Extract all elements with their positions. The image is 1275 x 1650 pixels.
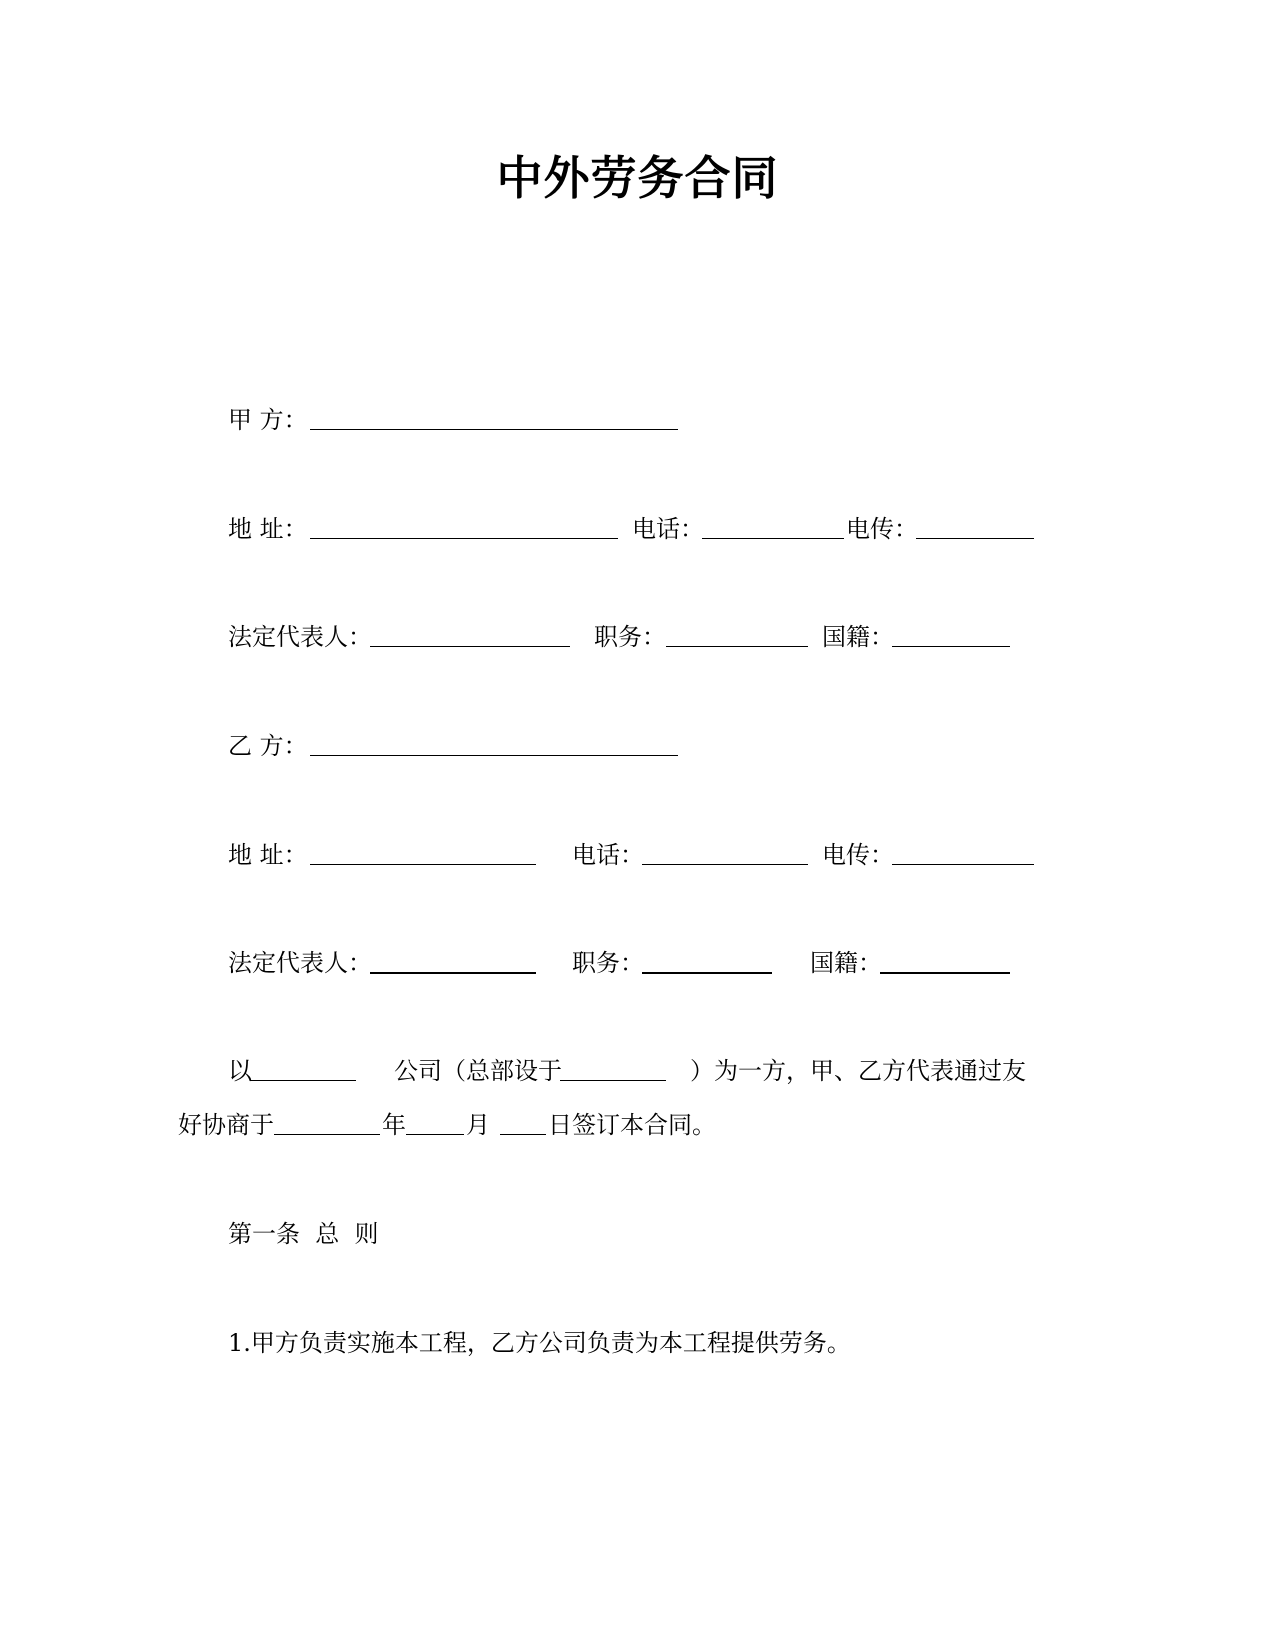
party-b-fax-blank[interactable] [892, 864, 1034, 865]
party-a-position-blank[interactable] [666, 646, 808, 647]
party-b-position-blank[interactable] [642, 972, 772, 974]
party-b-rep-label: 法定代表人： [228, 949, 372, 977]
intro-hq-blank[interactable] [560, 1080, 666, 1081]
party-a-address-blank[interactable] [310, 538, 618, 539]
party-b-rep-blank[interactable] [370, 972, 536, 974]
party-a-nationality-label: 国籍： [822, 623, 894, 651]
party-b-name-label: 乙 方： [228, 732, 308, 760]
party-b-phone-label: 电话： [572, 841, 644, 869]
party-a-name-label: 甲 方： [228, 406, 308, 434]
party-b-rep-row [228, 948, 1018, 978]
intro-month-blank[interactable] [406, 1134, 464, 1135]
intro-line2-prefix: 好协商于 [178, 1111, 274, 1139]
document-title: 中外劳务合同 [496, 151, 779, 205]
party-b-nationality-label: 国籍： [810, 949, 882, 977]
party-b-name-row [228, 731, 688, 761]
party-b-name-blank[interactable] [310, 755, 678, 756]
intro-company: 公司（总部设于 [394, 1057, 562, 1085]
article-1-heading: 第一条 总 则 [228, 1220, 379, 1248]
article-1-clause-1: 1.甲方负责实施本工程，乙方公司负责为本工程提供劳务。 [228, 1329, 851, 1357]
party-b-fax-label: 电传： [822, 841, 894, 869]
intro-suffix: ）为一方，甲、乙方代表通过友 [690, 1057, 1026, 1085]
party-a-phone-blank[interactable] [702, 538, 844, 539]
party-a-rep-label: 法定代表人： [228, 623, 372, 651]
party-b-address-row [228, 840, 1038, 870]
party-b-nationality-blank[interactable] [880, 972, 1010, 974]
party-a-rep-blank[interactable] [370, 646, 570, 647]
party-b-phone-blank[interactable] [642, 864, 808, 865]
intro-company-blank[interactable] [250, 1080, 356, 1081]
party-a-address-label: 地 址： [228, 515, 308, 543]
party-a-name-row [228, 405, 688, 435]
party-b-address-label: 地 址： [228, 841, 308, 869]
party-a-rep-row [228, 622, 1018, 652]
party-a-phone-label: 电话： [632, 515, 704, 543]
party-a-fax-blank[interactable] [916, 538, 1034, 539]
party-a-address-row [228, 514, 1038, 544]
intro-day: 日签订本合同。 [548, 1111, 716, 1139]
party-a-fax-label: 电传： [846, 515, 918, 543]
intro-line-2 [178, 1110, 738, 1140]
intro-year: 年 [382, 1111, 406, 1139]
intro-year-blank[interactable] [274, 1134, 380, 1135]
party-a-nationality-blank[interactable] [892, 646, 1010, 647]
intro-line-1 [228, 1056, 1028, 1086]
party-a-name-blank[interactable] [310, 429, 678, 430]
party-b-position-label: 职务： [572, 949, 644, 977]
party-b-address-blank[interactable] [310, 864, 536, 865]
party-a-position-label: 职务： [594, 623, 666, 651]
intro-month: 月 [466, 1111, 490, 1139]
intro-prefix: 以 [228, 1057, 252, 1085]
intro-day-blank[interactable] [500, 1134, 546, 1135]
